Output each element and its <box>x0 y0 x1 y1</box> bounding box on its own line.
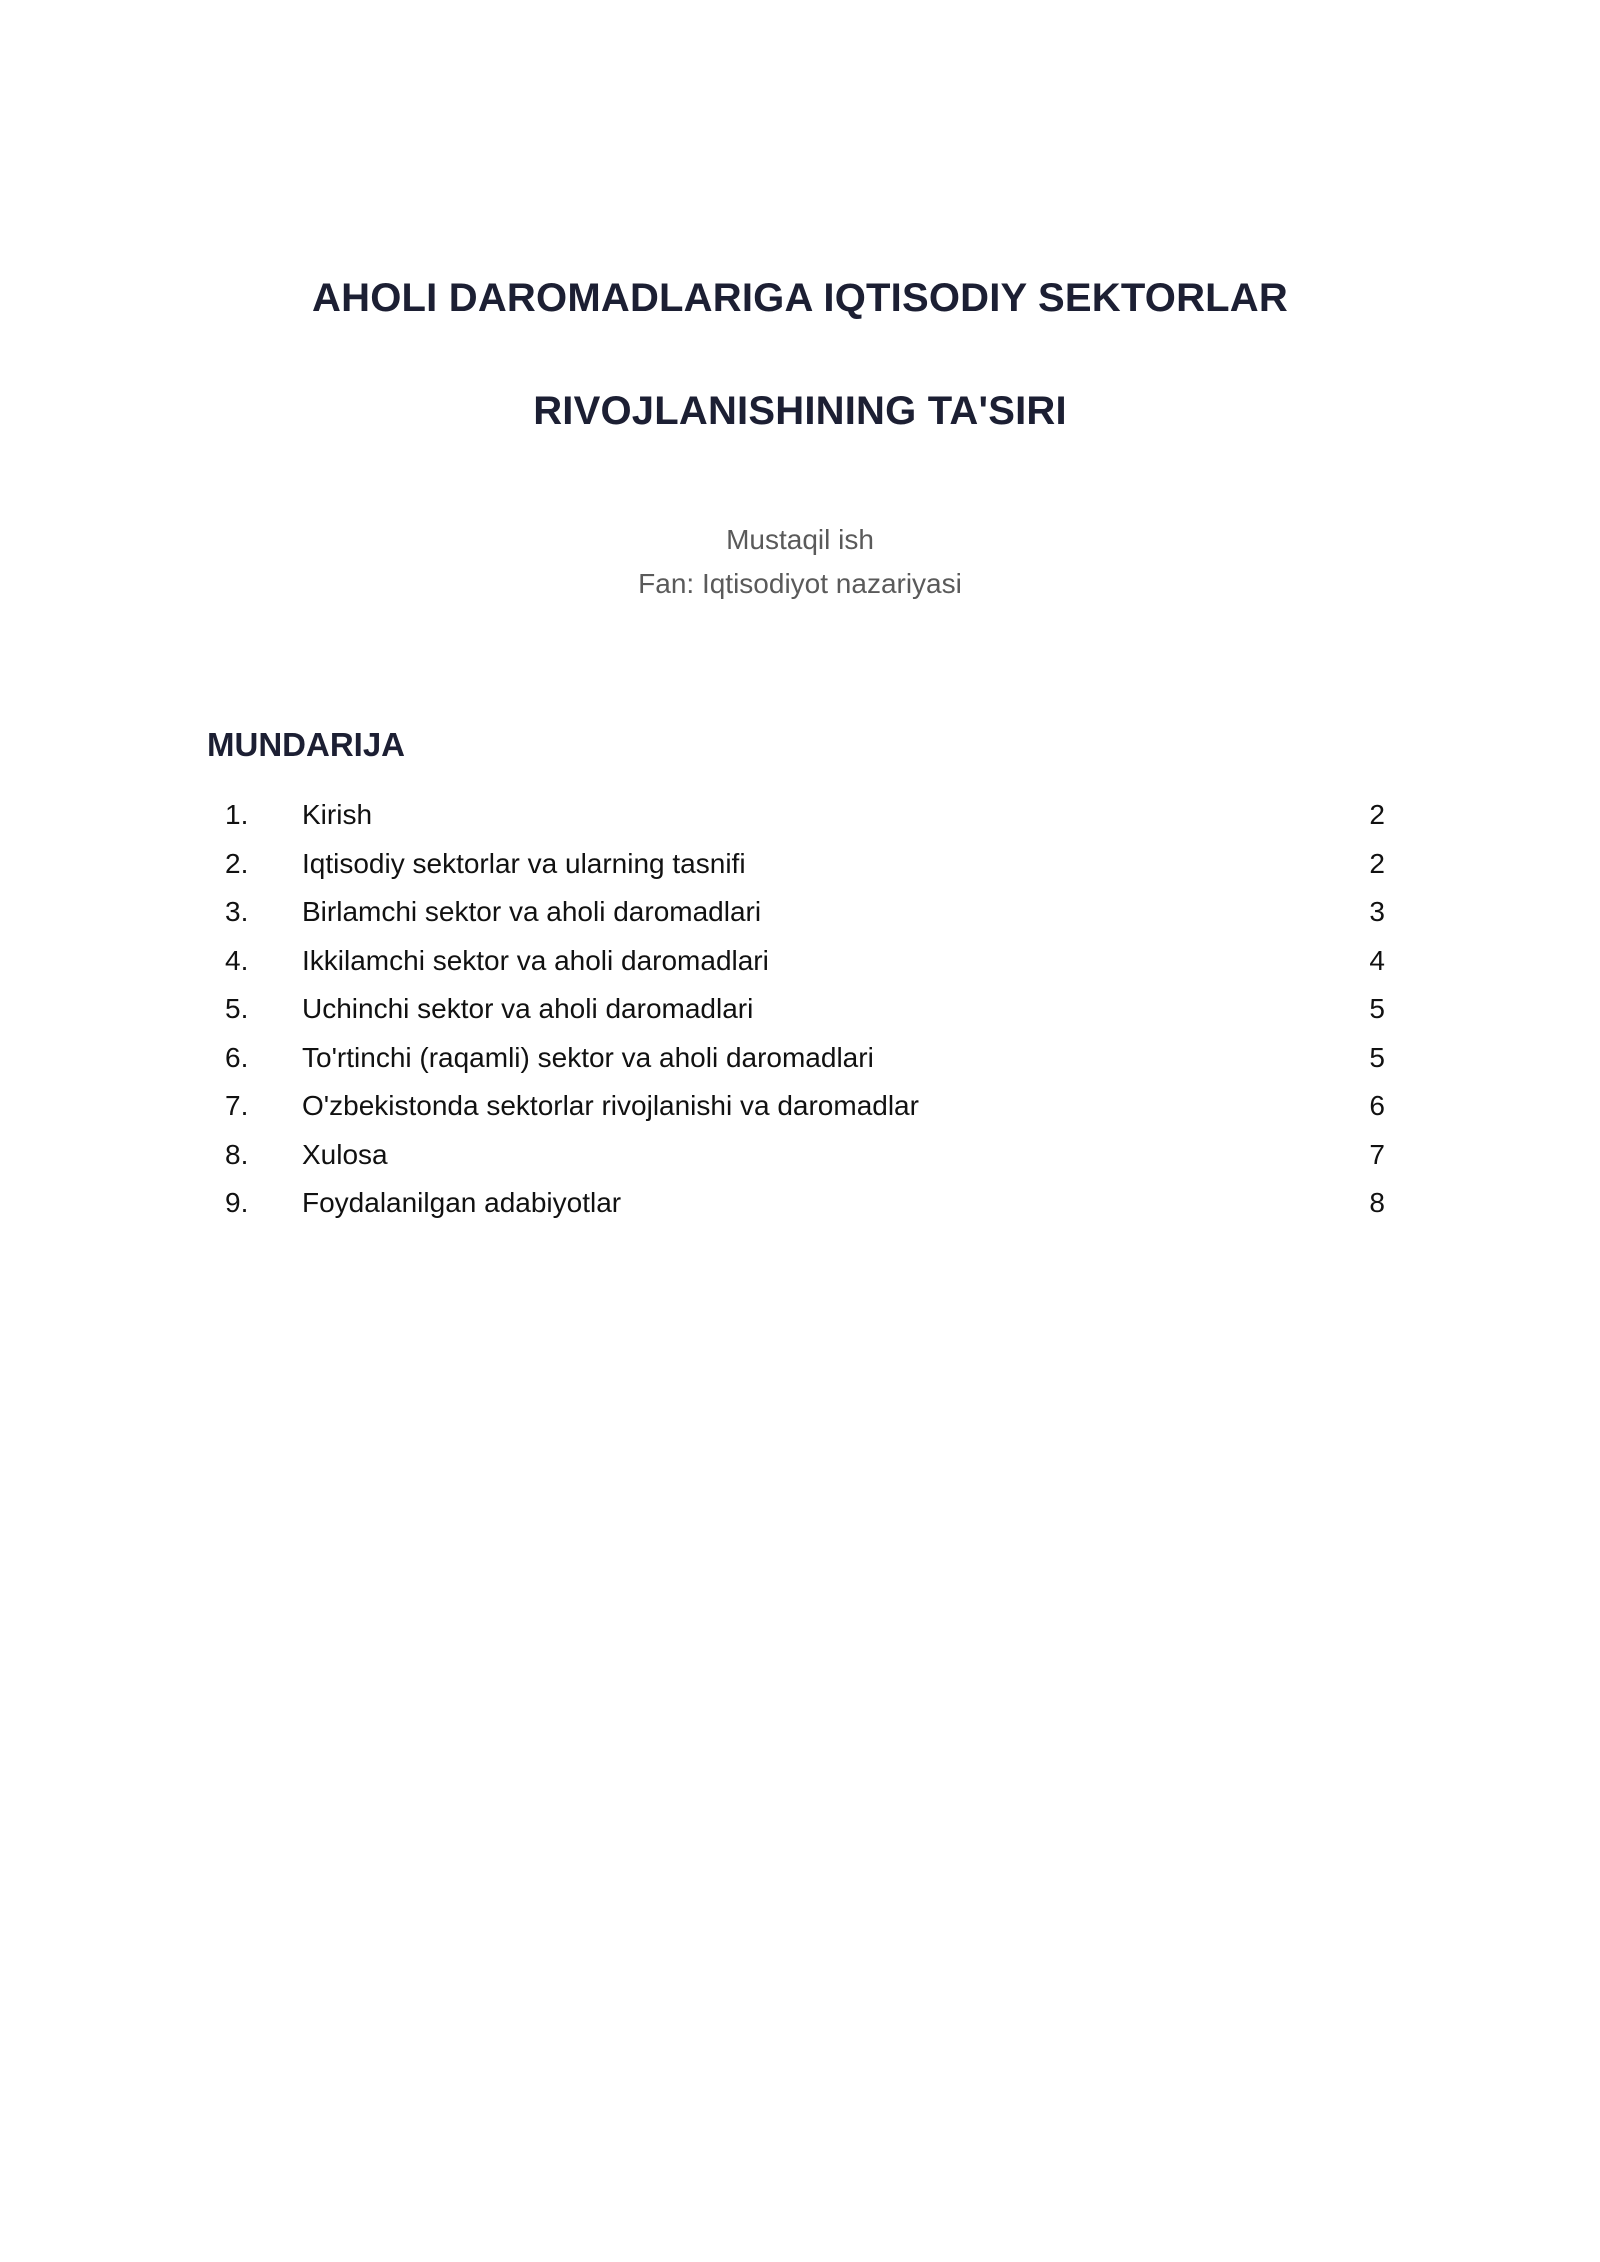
document-title-line-1: AHOLI DAROMADLARIGA IQTISODIY SEKTORLAR <box>312 276 1288 320</box>
toc-item-title: Foydalanilgan adabiyotlar <box>302 1187 622 1218</box>
work-type-label: Mustaqil ish <box>726 524 874 555</box>
toc-item-page: 7 <box>1369 1138 1385 1170</box>
toc-item-number: 7. <box>225 1090 249 1121</box>
toc-item-number: 4. <box>225 944 249 976</box>
toc-item-page: 5 <box>1369 993 1385 1024</box>
toc-item-number: 6. <box>225 1041 249 1073</box>
toc-heading: MUNDARIJA <box>207 726 405 763</box>
document-title-line-2: RIVOJLANISHINING TA'SIRI <box>533 389 1067 433</box>
toc-item <box>207 896 1385 945</box>
toc-item-title: Xulosa <box>302 1138 388 1170</box>
toc-item-page: 8 <box>1369 1187 1385 1218</box>
table-of-contents <box>207 799 1385 1236</box>
subject-label: Fan: Iqtisodiyot nazariyasi <box>638 568 962 599</box>
toc-item-title: Kirish <box>302 799 373 830</box>
toc-item <box>207 1090 1385 1139</box>
toc-item-page: 5 <box>1369 1041 1385 1073</box>
toc-item-title: Birlamchi sektor va aholi daromadlari <box>302 896 762 927</box>
toc-item-title: O'zbekistonda sektorlar rivojlanishi va daromadlar <box>302 1090 919 1121</box>
toc-item-number: 3. <box>225 896 249 927</box>
toc-item-number: 8. <box>225 1138 249 1170</box>
toc-item-number: 1. <box>225 799 249 830</box>
toc-item <box>207 945 1385 994</box>
toc-item-title: Ikkilamchi sektor va aholi daromadlari <box>302 944 769 976</box>
toc-item-number: 2. <box>225 847 249 879</box>
toc-item-page: 2 <box>1369 847 1385 879</box>
toc-item-title: Uchinchi sektor va aholi daromadlari <box>302 993 754 1024</box>
toc-item <box>207 1042 1385 1091</box>
toc-item <box>207 848 1385 897</box>
toc-item <box>207 799 1385 848</box>
toc-item-page: 6 <box>1369 1090 1385 1121</box>
toc-item <box>207 993 1385 1042</box>
toc-item <box>207 1187 1385 1236</box>
toc-item-title: Iqtisodiy sektorlar va ularning tasnifi <box>302 847 746 879</box>
toc-item <box>207 1139 1385 1188</box>
toc-item-page: 2 <box>1369 799 1385 830</box>
toc-item-number: 9. <box>225 1187 249 1218</box>
toc-item-number: 5. <box>225 993 249 1024</box>
toc-item-page: 4 <box>1369 944 1385 976</box>
toc-item-page: 3 <box>1369 896 1385 927</box>
toc-item-title: To'rtinchi (raqamli) sektor va aholi daromadlari <box>302 1041 874 1073</box>
